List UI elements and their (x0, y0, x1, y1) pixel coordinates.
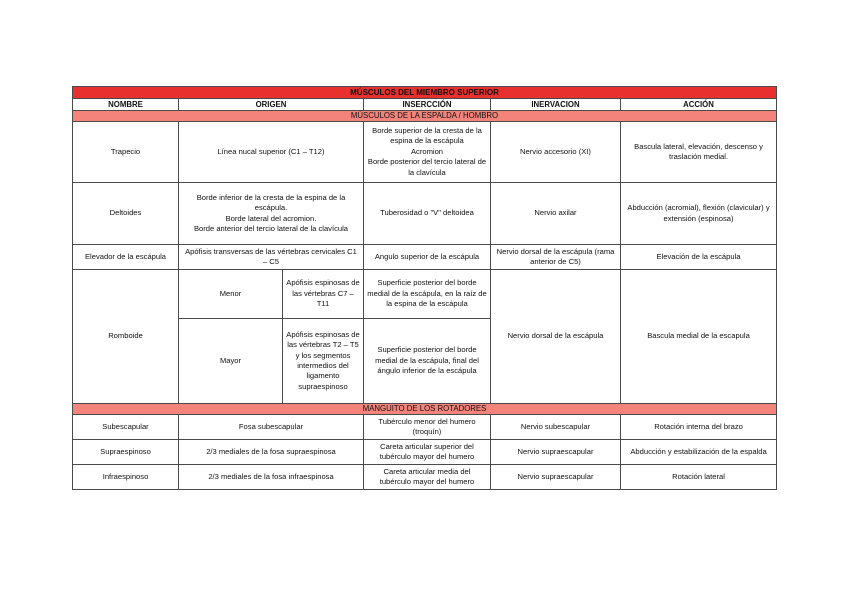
cell-nombre: Infraespinoso (73, 465, 179, 490)
cell-subtype-menor: Menor (179, 270, 283, 319)
cell-inervacion: Nervio supraescapular (491, 440, 621, 465)
cell-origen: Línea nucal superior (C1 – T12) (179, 122, 364, 183)
cell-insercion: Careta articular media del tubérculo mayor del humero (364, 465, 491, 490)
table-row (73, 122, 777, 183)
cell-inervacion: Nervio supraescapular (491, 465, 621, 490)
cell-inervacion: Nervio accesorio (XI) (491, 122, 621, 183)
cell-insercion: Tuberosidad o "V" deltoidea (364, 183, 491, 245)
cell-insercion: Superficie posterior del borde medial de la escápula, final del ángulo inferior de la escápula (364, 319, 491, 404)
section-manguito-rotadores: MANGUITO DE LOS ROTADORES (73, 404, 777, 415)
cell-insercion: Angulo superior de la escápula (364, 245, 491, 270)
cell-insercion: Superficie posterior del borde medial de la escápula, en la raíz de la espina de la escápula (364, 270, 491, 319)
cell-inervacion: Nervio dorsal de la escápula (rama anterior de C5) (491, 245, 621, 270)
cell-origen: 2/3 mediales de la fosa infraespinosa (179, 465, 364, 490)
cell-origen: Apófisis espinosas de las vértebras C7 – T11 (283, 270, 364, 319)
cell-accion: Abducción (acromial), flexión (clavicular) y extensión (espinosa) (621, 183, 777, 245)
table-row (73, 465, 777, 490)
muscles-table (72, 86, 777, 490)
cell-origen: 2/3 mediales de la fosa supraespinosa (179, 440, 364, 465)
cell-nombre: Trapecio (73, 122, 179, 183)
cell-accion: Bascula lateral, elevación, descenso y traslación medial. (621, 122, 777, 183)
table-row (73, 183, 777, 245)
header-inervacion: INERVACION (491, 99, 621, 111)
header-insercion: INSERCCIÓN (364, 99, 491, 111)
cell-origen: Apófisis transversas de las vértebras cervicales C1 – C5 (179, 245, 364, 270)
cell-accion: Rotación interna del brazo (621, 415, 777, 440)
cell-accion: Rotación lateral (621, 465, 777, 490)
cell-accion: Elevación de la escápula (621, 245, 777, 270)
header-nombre: NOMBRE (73, 99, 179, 111)
table-title: MÚSCULOS DEL MIEMBRO SUPERIOR (73, 87, 777, 99)
cell-nombre: Elevador de la escápula (73, 245, 179, 270)
cell-insercion: Tubérculo menor del humero (troquín) (364, 415, 491, 440)
cell-insercion: Borde superior de la cresta de la espina de la escápula Acromion Borde posterior del tercio lateral de la clavícula (364, 122, 491, 183)
cell-inervacion: Nervio subescapular (491, 415, 621, 440)
cell-accion: Bascula medial de la escapula (621, 270, 777, 404)
table-row (73, 270, 777, 319)
cell-inervacion: Nervio axilar (491, 183, 621, 245)
table-row (73, 440, 777, 465)
header-origen: ORIGEN (179, 99, 364, 111)
section-espalda-hombro: MÚSCULOS DE LA ESPALDA / HOMBRO (73, 111, 777, 122)
table-row (73, 415, 777, 440)
cell-nombre: Supraespinoso (73, 440, 179, 465)
cell-inervacion: Nervio dorsal de la escápula (491, 270, 621, 404)
cell-accion: Abducción y estabilización de la espalda (621, 440, 777, 465)
cell-origen: Apófisis espinosas de las vértebras T2 – T5 y los segmentos intermedios del ligamento supraespinoso (283, 319, 364, 404)
cell-subtype-mayor: Mayor (179, 319, 283, 404)
table-row (73, 245, 777, 270)
cell-nombre: Subescapular (73, 415, 179, 440)
cell-origen: Fosa subescapular (179, 415, 364, 440)
cell-insercion: Careta articular superior del tubérculo mayor del humero (364, 440, 491, 465)
header-accion: ACCIÓN (621, 99, 777, 111)
cell-nombre: Romboide (73, 270, 179, 404)
cell-nombre: Deltoides (73, 183, 179, 245)
cell-origen: Borde inferior de la cresta de la espina de la escápula. Borde lateral del acromion. Borde anterior del tercio lateral de la clavícula (179, 183, 364, 245)
